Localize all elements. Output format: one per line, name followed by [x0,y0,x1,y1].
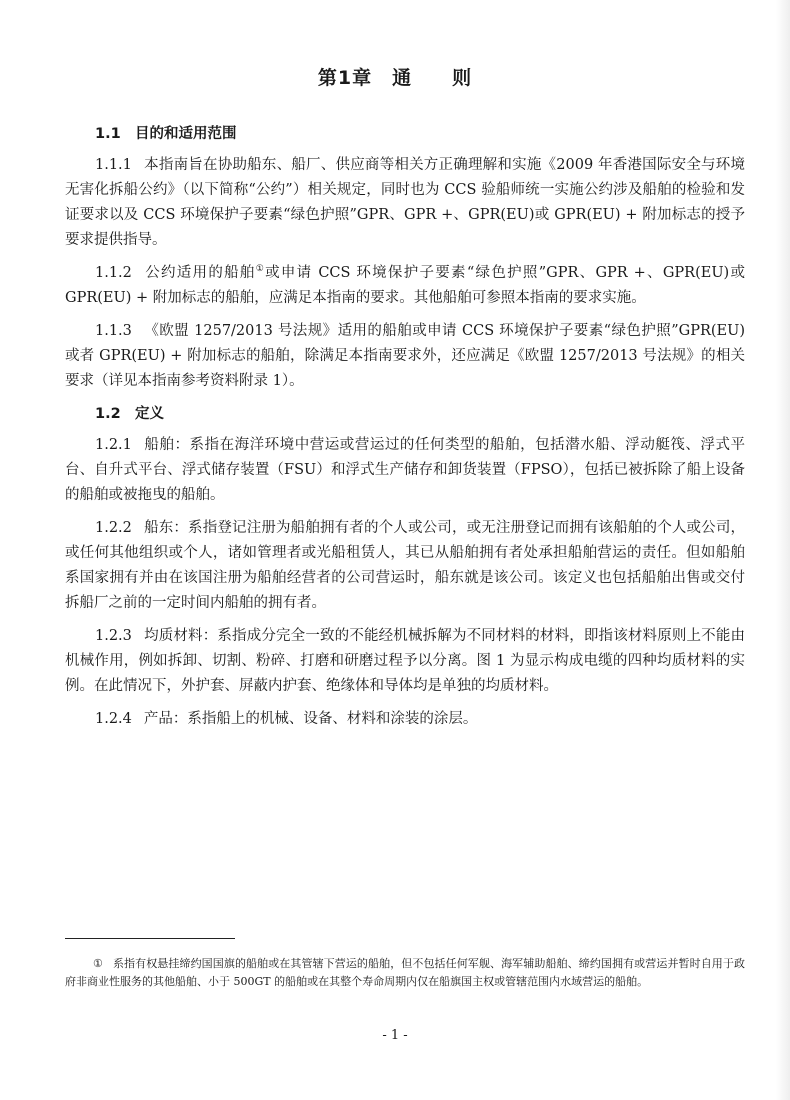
paragraph-text: 产品：系指船上的机械、设备、材料和涂装的涂层。 [143,711,478,727]
paragraph-1-2-4 [65,707,745,732]
footnote-mark: ① [93,957,103,970]
paragraph-number: 1.1.3 [95,323,132,339]
paragraph-1-1-3 [65,319,745,394]
paragraph-number: 1.2.2 [95,520,132,536]
paragraph-number: 1.2.3 [95,628,132,644]
footnote-text: 系指有权悬挂缔约国国旗的船舶或在其管辖下营运的船舶，但不包括任何军舰、海军辅助船舶、缔约国拥有或营运并暂时自用于政府非商业性服务的其他船舶、小于 500GT 的船舶或在其整个寿命周期内仅在船旗国主权或管辖范围内水域营运的船舶。 [65,957,745,988]
body-text [65,122,745,740]
paragraph-1-1-1 [65,153,745,253]
paragraph-1-2-3 [65,624,745,699]
paragraph-text: 船东：系指登记注册为船舶拥有者的个人或公司，或无注册登记而拥有该船舶的个人或公司，或任何其他组织或个人，诸如管理者或光船租赁人，其已从船舶拥有者处承担船舶营运的责任。但如船舶系国家拥有并由在该国注册为船舶经营者的公司营运时，船东就是该公司。该定义也包括船舶出售或交付拆船厂之前的一定时间内船舶的拥有者。 [65,520,745,611]
section-title: 定义 [135,406,164,422]
footnote-reference[interactable]: ① [255,264,266,275]
chapter-title: 第1章 通 则 [317,67,473,89]
section-title: 目的和适用范围 [135,126,237,142]
paragraph-text: 本指南旨在协助船东、船厂、供应商等相关方正确理解和实施《2009 年香港国际安全与环境无害化拆船公约》（以下简称“公约”）相关规定，同时也为 CCS 验船师统一实施公约涉及船舶的检验和发证要求以及 CCS 环境保护子要素“绿色护照”GPR、GPR +、GPR(EU)或 GPR(EU) + 附加标志的授予要求提供指导。 [65,157,745,248]
section-number: 1.1 [95,126,121,142]
paragraph-number: 1.1.1 [95,157,132,173]
section-heading-1-1 [65,122,745,147]
paragraph-number: 1.2.4 [95,711,132,727]
paragraph-text: 或申请 CCS 环境保护子要素“绿色护照”GPR、GPR +、GPR(EU)或 GPR(EU) + 附加标志的船舶，应满足本指南的要求。其他船舶可参照本指南的要求实施。 [65,265,745,306]
paragraph-1-2-1 [65,433,745,508]
section-number: 1.2 [95,406,121,422]
section-heading-1-2 [65,402,745,427]
paragraph-text: 均质材料：系指成分完全一致的不能经机械拆解为不同材料的材料，即指该材料原则上不能由机械作用，例如拆卸、切割、粉碎、打磨和研磨过程予以分离。图 1 为显示构成电缆的四种均质材料的实例。在此情况下，外护套、屏蔽内护套、绝缘体和导体均是单独的均质材料。 [65,628,745,694]
paragraph-text: 船舶：系指在海洋环境中营运或营运过的任何类型的船舶，包括潜水船、浮动艇筏、浮式平台、自升式平台、浮式储存装置（FSU）和浮式生产储存和卸货装置（FPSO），包括已被拆除了船上设备的船舶或被拖曳的船舶。 [65,437,745,503]
page-edge-shadow [776,0,790,1100]
footnote [65,955,745,991]
paragraph-text: 《欧盟 1257/2013 号法规》适用的船舶或申请 CCS 环境保护子要素“绿色护照”GPR(EU)或者 GPR(EU) + 附加标志的船舶，除满足本指南要求外，还应满足《欧盟 1257/2013 号法规》的相关要求（详见本指南参考资料附录 1）。 [65,323,745,389]
paragraph-1-2-2 [65,516,745,616]
paragraph-number: 1.1.2 [95,265,132,281]
paragraph-number: 1.2.1 [95,437,132,453]
footnote-divider [65,938,235,939]
paragraph-1-1-2 [65,261,745,311]
page-number: - 1 - [382,1028,408,1043]
paragraph-text: 公约适用的船舶 [143,265,256,281]
